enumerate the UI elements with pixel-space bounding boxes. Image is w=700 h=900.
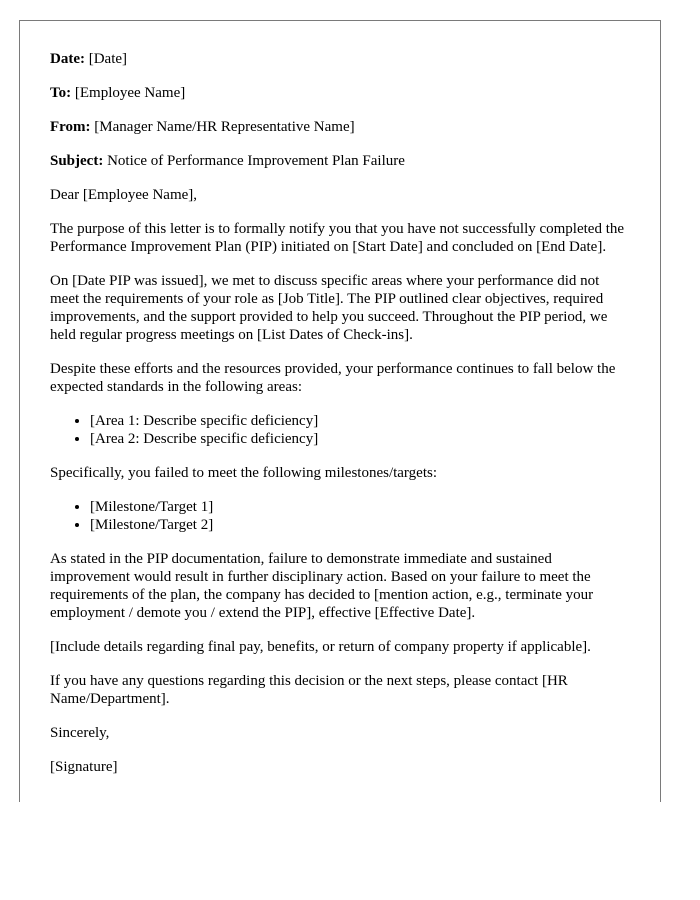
- greeting: Dear [Employee Name],: [50, 187, 198, 203]
- to-value: [Employee Name]: [74, 85, 186, 101]
- list-item: • [Milestone/Target 1]: [90, 498, 630, 516]
- to-line: [50, 84, 630, 102]
- signature: [Signature]: [50, 759, 118, 775]
- date-value: [Date]: [88, 51, 128, 67]
- paragraph-decision: As stated in the PIP documentation, failure to demonstrate immediate and sustained improvement would result in further disciplinary action. Based on your failure to meet the requirements of the plan, the company has decided to [mention action, e.g., terminate your employment / demote you / extend the PIP], effective [Effective Date].: [50, 551, 594, 621]
- subject-label: Subject:: [50, 153, 104, 169]
- paragraph-deficiency-intro: Despite these efforts and the resources provided, your performance continues to fall below the expected standards in the following areas:: [50, 361, 616, 395]
- list-item: • [Milestone/Target 2]: [90, 516, 630, 534]
- from-label: From:: [50, 119, 91, 135]
- list-item: • [Area 1: Describe specific deficiency]: [90, 412, 630, 430]
- paragraph-final-details: [Include details regarding final pay, benefits, or return of company property if applicable].: [50, 639, 591, 655]
- deficiency-list: [50, 412, 630, 448]
- paragraph-milestones-intro: Specifically, you failed to meet the following milestones/targets:: [50, 465, 437, 481]
- letter-document: [19, 20, 661, 802]
- paragraph-purpose: The purpose of this letter is to formally notify you that you have not successfully completed the Performance Improvement Plan (PIP) initiated on [Start Date] and concluded on [End Date].: [50, 221, 625, 255]
- milestone-list: [50, 498, 630, 534]
- date-line: [50, 50, 630, 68]
- paragraph-contact: If you have any questions regarding this decision or the next steps, please contact [HR Name/Department].: [50, 673, 568, 707]
- subject-value: Notice of Performance Improvement Plan Failure: [107, 153, 405, 169]
- date-label: Date:: [50, 51, 85, 67]
- from-value: [Manager Name/HR Representative Name]: [94, 119, 355, 135]
- to-label: To:: [50, 85, 72, 101]
- from-line: [50, 118, 630, 136]
- paragraph-background: On [Date PIP was issued], we met to discuss specific areas where your performance did not meet the requirements of your role as [Job Title]. The PIP outlined clear objectives, required improvements, and the support provided to help you succeed. Throughout the PIP period, we held regular progress meetings on [List Dates of Check-ins].: [50, 273, 608, 343]
- closing: Sincerely,: [50, 725, 110, 741]
- subject-line: [50, 152, 630, 170]
- list-item: • [Area 2: Describe specific deficiency]: [90, 430, 630, 448]
